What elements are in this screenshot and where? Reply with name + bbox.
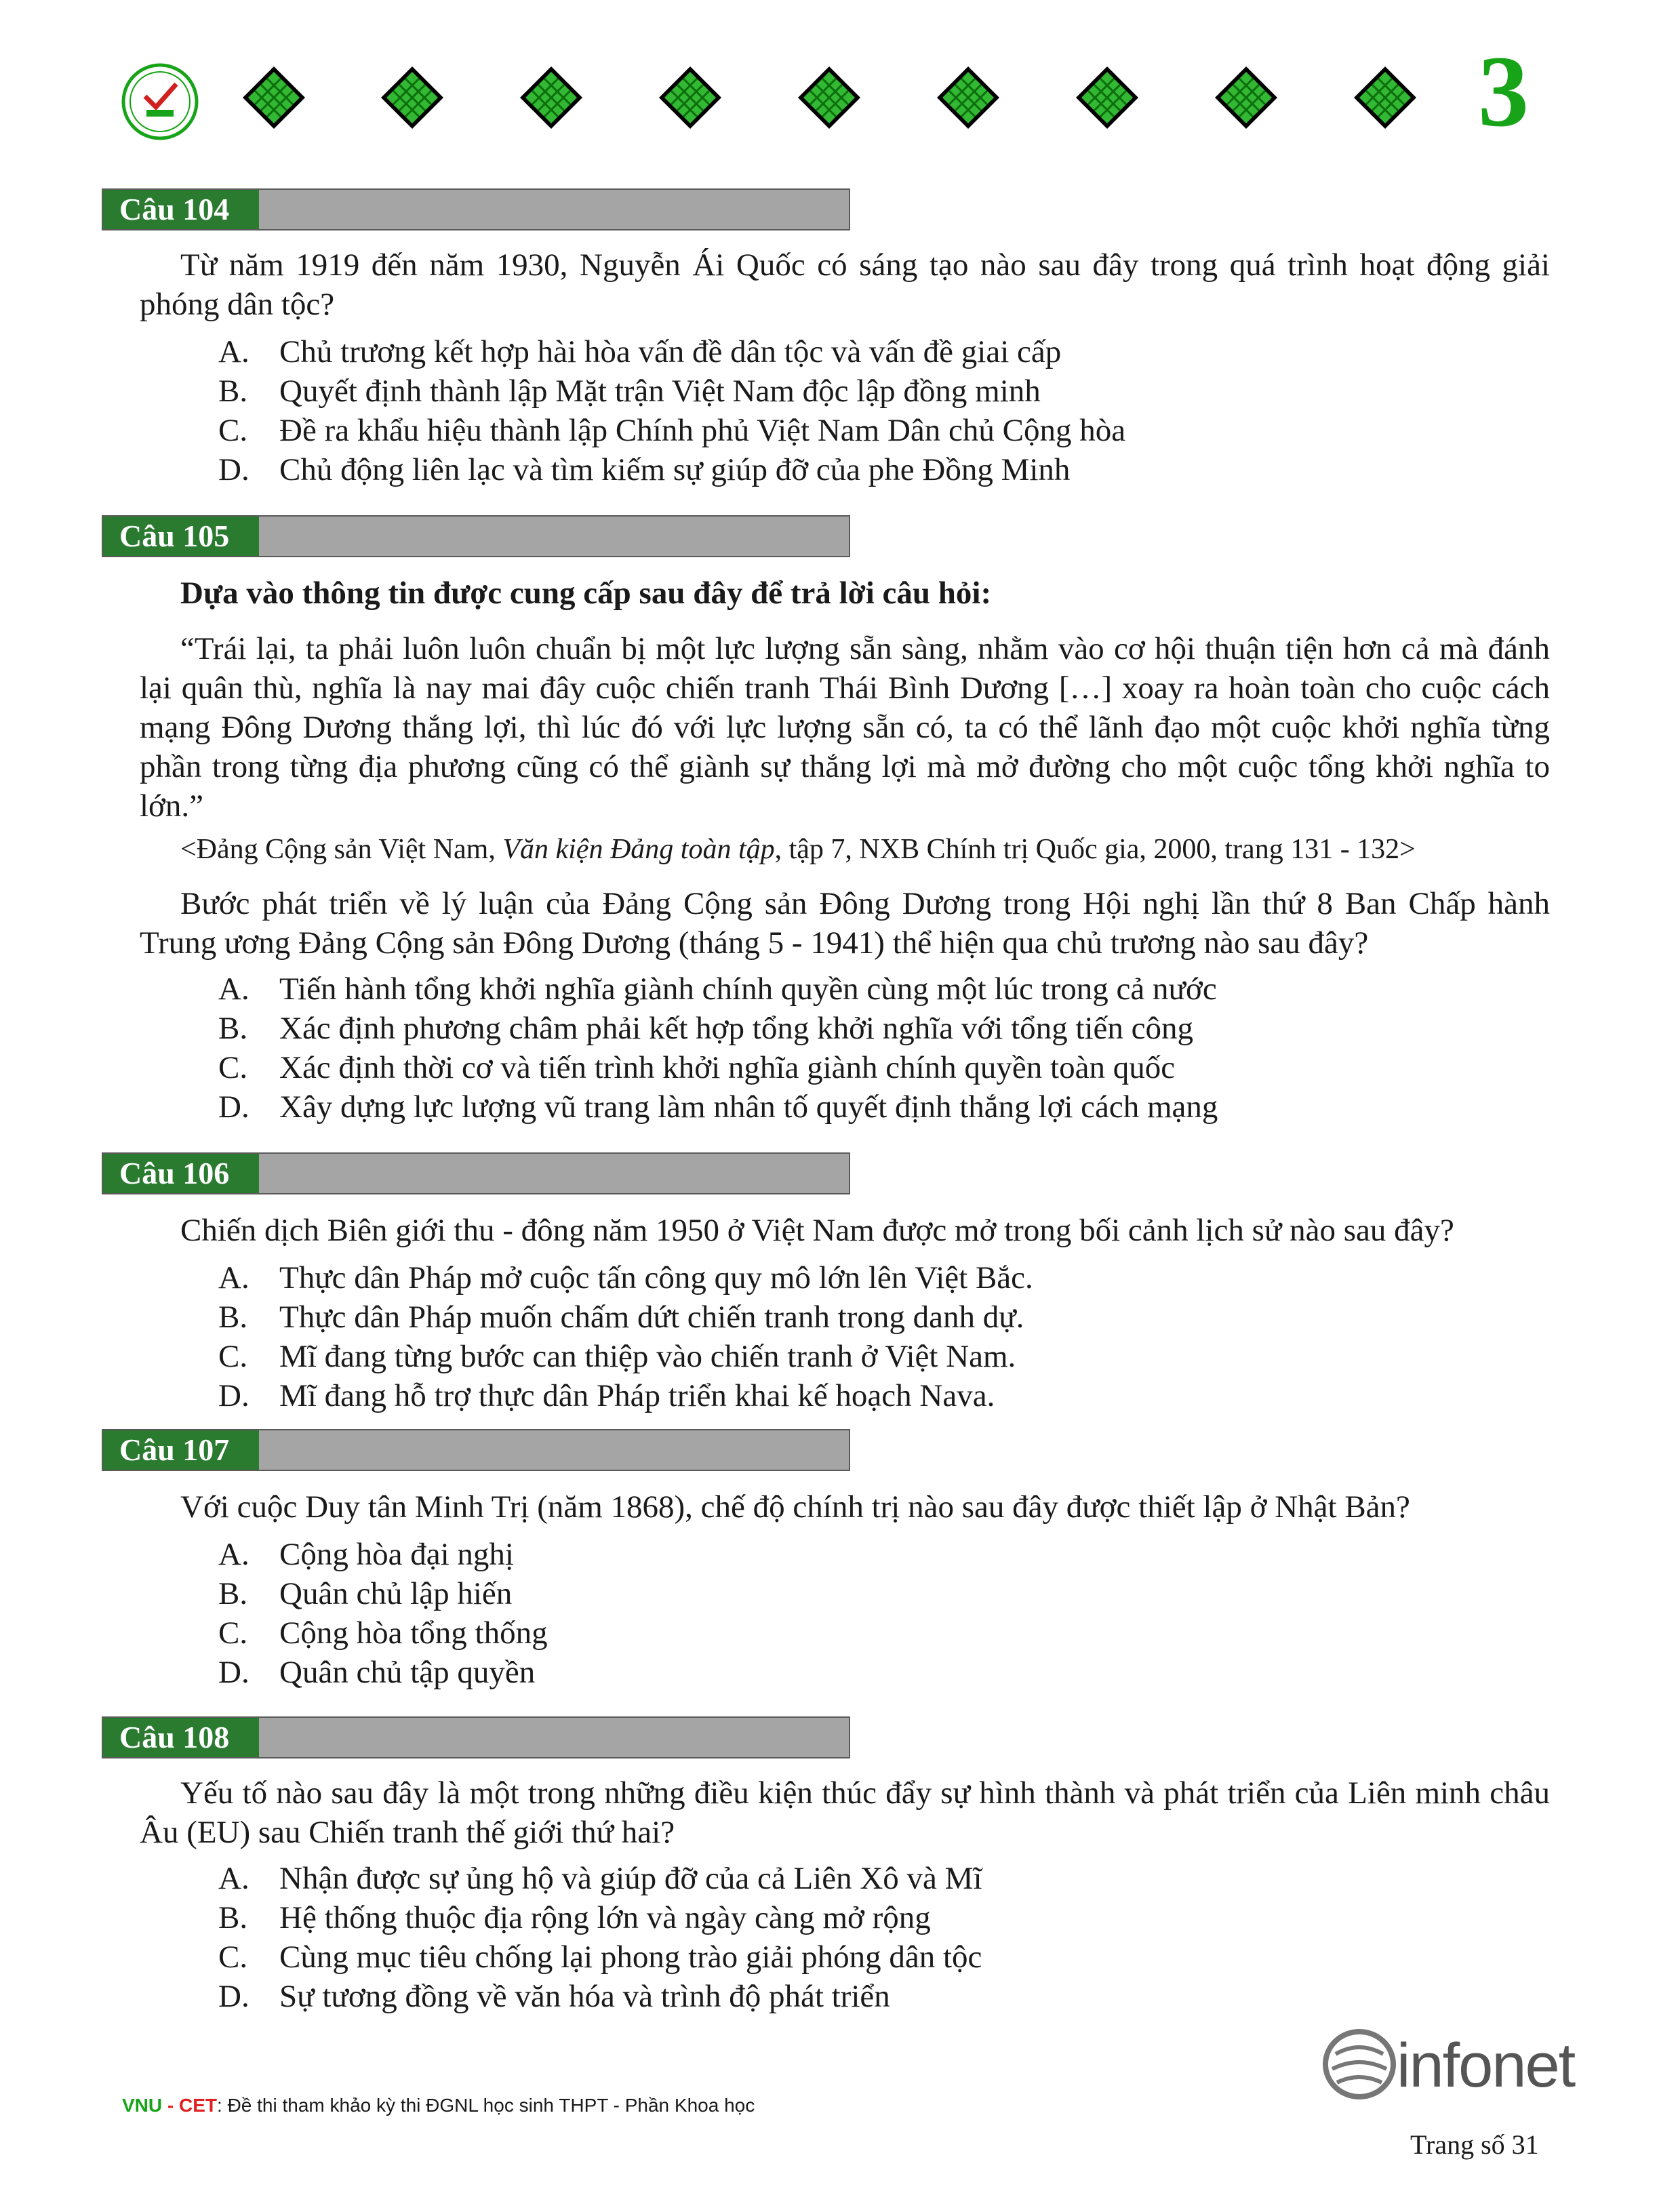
answer-option[interactable]: B. Thực dân Pháp muốn chấm dứt chiến tranh trong danh dự. — [218, 1300, 1024, 1335]
question-header-bar — [102, 1716, 850, 1758]
diamond-ornament-icon — [1075, 65, 1140, 130]
diamond-ornament-icon — [936, 65, 1001, 130]
answer-option[interactable]: A. Tiến hành tổng khởi nghĩa giành chính quyền cùng một lúc trong cả nước — [218, 971, 1217, 1007]
question-stem: Bước phát triển về lý luận của Đảng Cộng sản Đông Dương trong Hội nghị lần thứ 8 Ban Chấp hành Trung ương Đảng Cộng sản Đông Dương (tháng 5 - 1941) thể hiện qua chủ trương nào sau đây? — [140, 886, 1550, 961]
question-label: Câu 105 — [103, 517, 259, 556]
question-stem: Với cuộc Duy tân Minh Trị (năm 1868), chế độ chính trị nào sau đây được thiết lập ở Nhật Bản? — [180, 1489, 1410, 1525]
question-stem: Yếu tố nào sau đây là một trong những điều kiện thúc đẩy sự hình thành và phát triển của Liên minh châu Âu (EU) sau Chiến tranh thế giới thứ hai? — [140, 1775, 1550, 1850]
answer-option[interactable]: C. Cộng hòa tổng thống — [218, 1615, 548, 1651]
answer-option[interactable]: C. Mĩ đang từng bước can thiệp vào chiến tranh ở Việt Nam. — [218, 1339, 1016, 1374]
answer-option[interactable]: D. Xây dựng lực lượng vũ trang làm nhân tố quyết định thắng lợi cách mạng — [218, 1089, 1218, 1125]
answer-option[interactable]: B. Quân chủ lập hiến — [218, 1576, 513, 1611]
question-header-bar — [102, 515, 850, 557]
question-header-bar — [102, 1152, 850, 1194]
question-header-bar — [102, 1429, 850, 1471]
vnu-cet-logo — [121, 62, 199, 141]
diamond-ornament-icon — [519, 65, 584, 130]
question-label: Câu 107 — [103, 1430, 259, 1470]
answer-option[interactable]: D. Quân chủ tập quyền — [218, 1655, 536, 1690]
quote-paragraph: “Trái lại, ta phải luôn luôn chuẩn bị một lực lượng sẵn sàng, nhằm vào cơ hội thuận tiện hơn cả mà đánh lại quân thù, nghĩa là nay mai đây cuộc chiến tranh Thái Bình Dương […] xoay ra hoàn toàn cho cuộc cách mạng Đông Dương thắng lợi, thì lúc đó với lực lượng sẵn có, ta có thể lãnh đạo một cuộc khởi nghĩa từng phần trong từng địa phương cũng có thể giành sự thắng lợi mà mở đường cho một cuộc tổng khởi nghĩa to lớn.” — [140, 631, 1550, 824]
answer-option[interactable]: A. Cộng hòa đại nghị — [218, 1537, 514, 1572]
diamond-ornament-icon — [380, 65, 445, 130]
answer-option[interactable]: A. Thực dân Pháp mở cuộc tấn công quy mô lớn lên Việt Bắc. — [218, 1260, 1033, 1295]
answer-option[interactable]: C. Đề ra khẩu hiệu thành lập Chính phủ Việt Nam Dân chủ Cộng hòa — [218, 413, 1126, 448]
diamond-ornament-icon — [1214, 65, 1279, 130]
page-number: Trang số 31 — [1410, 2129, 1539, 2160]
question-instruction: Dựa vào thông tin được cung cấp sau đây để trả lời câu hỏi: — [180, 576, 992, 611]
answer-option[interactable]: C. Cùng mục tiêu chống lại phong trào giải phóng dân tộc — [218, 1939, 982, 1975]
question-label: Câu 108 — [103, 1718, 259, 1757]
quote-source: <Đảng Cộng sản Việt Nam, Văn kiện Đảng toàn tập, tập 7, NXB Chính trị Quốc gia, 2000, trang 131 - 132> — [180, 834, 1416, 865]
answer-option[interactable]: D. Mĩ đang hỗ trợ thực dân Pháp triển khai kế hoạch Nava. — [218, 1378, 995, 1413]
answer-option[interactable]: B. Xác định phương châm phải kết hợp tổng khởi nghĩa với tổng tiến công — [218, 1011, 1193, 1046]
diamond-ornament-icon — [797, 65, 862, 130]
infonet-watermark: infonet — [1397, 2031, 1575, 2100]
answer-option[interactable]: C. Xác định thời cơ và tiến trình khởi nghĩa giành chính quyền toàn quốc — [218, 1050, 1176, 1085]
question-header-bar — [102, 188, 850, 230]
answer-option[interactable]: A. Chủ trương kết hợp hài hòa vấn đề dân tộc và vấn đề giai cấp — [218, 334, 1062, 369]
answer-option[interactable]: D. Sự tương đồng về văn hóa và trình độ phát triển — [218, 1979, 890, 2014]
question-label: Câu 104 — [103, 190, 259, 229]
page-footer: VNU - CET: Đề thi tham khảo kỳ thi ĐGNL học sinh THPT - Phần Khoa học — [122, 2095, 755, 2116]
diamond-ornament-icon — [658, 65, 723, 130]
diamond-ornament-icon — [1353, 65, 1418, 130]
question-stem: Từ năm 1919 đến năm 1930, Nguyễn Ái Quốc có sáng tạo nào sau đây trong quá trình hoạt động giải phóng dân tộc? — [140, 247, 1550, 322]
answer-option[interactable]: B. Hệ thống thuộc địa rộng lớn và ngày càng mở rộng — [218, 1900, 931, 1935]
question-label: Câu 106 — [103, 1154, 259, 1193]
answer-option[interactable]: D. Chủ động liên lạc và tìm kiếm sự giúp đỡ của phe Đồng Minh — [218, 452, 1071, 487]
question-stem: Chiến dịch Biên giới thu - đông năm 1950 ở Việt Nam được mở trong bối cảnh lịch sử nào sau đây? — [180, 1213, 1454, 1248]
section-number: 3 — [1478, 35, 1529, 148]
diamond-ornament-icon — [241, 65, 306, 130]
page-header — [0, 0, 1678, 163]
answer-option[interactable]: A. Nhận được sự ủng hộ và giúp đỡ của cả Liên Xô và Mĩ — [218, 1861, 982, 1896]
answer-option[interactable]: B. Quyết định thành lập Mặt trận Việt Nam độc lập đồng minh — [218, 374, 1041, 409]
